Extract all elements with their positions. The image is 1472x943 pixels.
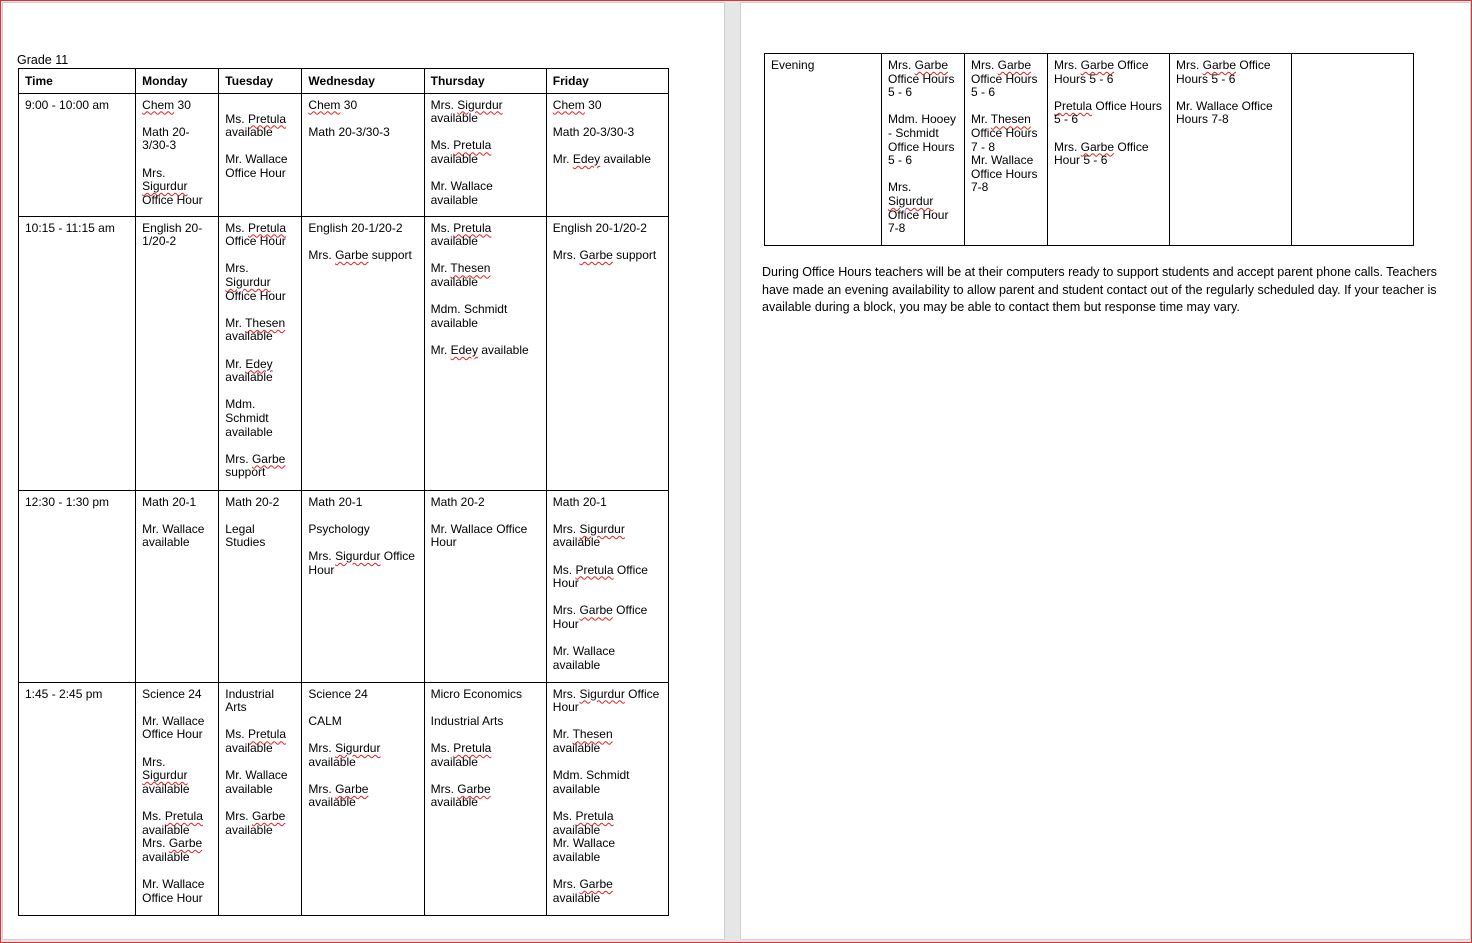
spellcheck-flag: Sigurdur [142,768,188,783]
spellcheck-flag: Garbe [251,808,286,823]
spellcheck-flag: Chem [142,97,175,112]
schedule-entry: Mrs. Sigurdur available [430,97,503,126]
schedule-entry: Math 20-3/30-3 [308,124,390,139]
spellcheck-flag: Garbe [168,836,203,851]
grade-heading: Grade 11 [17,53,69,67]
evening-cell-thursday [1170,54,1292,246]
time-slot: 1:45 - 2:45 pm [19,682,136,915]
schedule-entry: Mr. Wallace available [552,644,616,672]
evening-cell-tuesday [965,54,1048,246]
cell-tuesday [219,93,302,216]
schedule-entry: Micro Economics [430,686,522,701]
schedule-entry: Mr. Thesen Office Hours 7 - 8 [971,112,1038,154]
header-time: Time [19,69,136,94]
schedule-entry: English 20-1/20-2 [308,220,403,235]
schedule-header-row [19,69,669,94]
spellcheck-flag: Pretula [247,727,287,742]
spellcheck-flag: Pretula [247,111,287,126]
schedule-entry: Ms. Pretula available [225,111,287,140]
time-slot: 12:30 - 1:30 pm [19,490,136,682]
header-tuesday: Tuesday [219,69,302,94]
spellcheck-flag: Thesen [245,315,286,330]
schedule-entry: Mrs. Sigurdur available [552,521,625,550]
schedule-entry: Mrs. Garbe Office Hour 5 - 6 [1054,139,1149,168]
header-monday: Monday [136,69,219,94]
schedule-row [19,93,669,216]
spellcheck-flag: Garbe [335,781,369,796]
schedule-entry: Industrial Arts [430,713,504,728]
evening-row [765,54,1414,246]
schedule-entry: Math 20-1 [142,494,197,509]
spellcheck-flag: Edey [450,342,478,357]
schedule-entry: Ms. Pretula Office Hour [552,562,648,591]
cell-tuesday [219,216,302,490]
schedule-entry: Mrs. Garbe support [308,247,412,262]
schedule-entry: Chem 30 [142,97,191,112]
schedule-entry: Math 20-1 [308,494,363,509]
cell-monday [136,216,219,490]
schedule-entry: Mrs. Sigurdur Office Hour 7-8 [888,180,949,236]
schedule-entry: Mrs. Sigurdur Office Hour [308,548,415,577]
cell-monday [136,93,219,216]
schedule-entry: Ms. Pretula available [430,740,492,769]
schedule-entry: Mrs. Sigurdur Office Hour [552,686,660,715]
schedule-entry: CALM [308,713,342,728]
spellcheck-flag: Garbe [1080,139,1115,154]
schedule-entry: Science 24 [142,686,202,701]
cell-monday [136,490,219,682]
schedule-entry: Mr. Edey available [225,356,273,385]
schedule-entry: Mr. Edey available [552,151,651,166]
time-slot: 9:00 - 10:00 am [19,93,136,216]
schedule-entry: Mrs. Garbe support [552,247,657,262]
cell-wednesday [302,93,424,216]
spellcheck-flag: Sigurdur [225,274,271,289]
cell-tuesday [219,682,302,915]
spellcheck-flag: Garbe [1202,58,1237,72]
schedule-entry: Math 20-3/30-3 [552,124,635,139]
header-friday: Friday [546,69,668,94]
schedule-entry: Math 20-1 [552,494,607,509]
schedule-entry: Mr. Wallace Office Hours 7-8 [1176,98,1273,127]
schedule-row [19,490,669,682]
cell-wednesday [302,490,424,682]
schedule-entry: Ms. Pretula available [225,727,287,755]
schedule-entry: Science 24 [308,686,368,701]
spellcheck-flag: Pretula [1054,98,1093,113]
schedule-entry: Ms. Pretula available [552,808,614,837]
schedule-entry: Math 20-3/30-3 [142,124,190,153]
schedule-entry: Mrs. Garbe Office Hours 5 - 6 [1054,58,1149,86]
schedule-entry: Mrs. Garbe available [552,876,613,905]
schedule-entry: Chem 30 [552,97,602,112]
schedule-entry: Ms. Pretula available [142,808,203,837]
schedule-entry: Mdm. Schmidt available [225,397,273,439]
spellcheck-flag: Thesen [572,727,613,742]
schedule-entry: Mrs. Garbe Office Hours 5 - 6 [971,58,1038,100]
cell-friday [546,216,668,490]
evening-cell-wednesday [1048,54,1170,246]
spellcheck-flag: Garbe [914,58,949,72]
spellcheck-flag: Sigurdur [579,521,625,536]
schedule-entry: Mr. Wallace Office Hours 7-8 [971,153,1038,195]
spellcheck-flag: Pretula [453,740,492,755]
evening-label: Evening [765,54,882,246]
schedule-entry: Mdm. Schmidt available [552,768,630,796]
schedule-entry: Mrs. Garbe support [225,451,286,480]
schedule-entry: Math 20-2 [225,494,280,509]
spellcheck-flag: Pretula [575,808,614,823]
spellcheck-flag: Garbe [1080,58,1115,72]
spellcheck-flag: Pretula [164,808,203,823]
spellcheck-flag: Thesen [450,261,491,276]
schedule-entry: Mrs. Garbe Office Hours 5 - 6 [1176,58,1271,86]
schedule-entry: Ms. Pretula Office Hour [225,220,287,249]
schedule-entry: Mr. Thesen available [225,315,286,344]
schedule-entry: Ms. Pretula available [430,220,492,249]
document-page-left [2,2,725,940]
schedule-entry: Mr. Wallace available [225,768,288,796]
schedule-entry: Mrs. Sigurdur available [308,740,381,769]
cell-friday [546,490,668,682]
schedule-entry: English 20-1/20-2 [142,220,203,249]
spellcheck-flag: Chem [308,97,341,112]
schedule-entry: Ms. Pretula available [430,138,492,166]
schedule-entry: Mrs. Garbe Office Hour [552,603,648,631]
schedule-entry: Legal Studies [225,521,266,550]
cell-friday [546,682,668,915]
schedule-entry: Mr. Wallace Office Hour [142,876,205,905]
spellcheck-flag: Sigurdur [457,97,503,112]
schedule-entry: Mdm. Schmidt available [430,302,508,330]
schedule-entry: Mrs. Sigurdur available [142,754,190,796]
schedule-entry: Mrs. Sigurdur Office Hour [142,165,203,207]
spellcheck-flag: Sigurdur [888,193,934,208]
cell-thursday [424,682,546,915]
schedule-entry: Mrs. Garbe available [142,836,203,864]
cell-monday [136,682,219,915]
schedule-entry: Math 20-2 [430,494,485,509]
cell-friday [546,93,668,216]
evening-cell-monday [882,54,965,246]
spellcheck-flag: Pretula [453,138,492,153]
schedule-entry: Mrs. Garbe Office Hours 5 - 6 [888,58,955,100]
spellcheck-flag: Sigurdur [335,548,381,563]
schedule-entry: Mr. Wallace available [552,836,616,864]
schedule-row [19,682,669,915]
schedule-entry: Mrs. Garbe available [225,808,286,837]
schedule-row [19,216,669,490]
schedule-entry: Mr. Wallace available [430,179,493,207]
schedule-entry: Mr. Thesen available [430,261,491,289]
spellcheck-flag: Garbe [579,247,613,262]
spellcheck-flag: Garbe [579,603,613,618]
spellcheck-flag: Garbe [579,876,613,891]
spellcheck-flag: Edey [572,151,601,166]
cell-thursday [424,216,546,490]
spellcheck-flag: Pretula [453,220,492,235]
spellcheck-flag: Sigurdur [335,740,381,755]
schedule-entry: Mrs. Sigurdur Office Hour [225,261,286,303]
schedule-entry: Mdm. Hooey - Schmidt Office Hours 5 - 6 [888,112,957,168]
cell-tuesday [219,490,302,682]
schedule-entry: Mr. Wallace available [142,521,205,550]
schedule-entry: Mr. Thesen available [552,727,613,755]
schedule-entry: Chem 30 [308,97,358,112]
cell-thursday [424,93,546,216]
cell-wednesday [302,216,424,490]
spellcheck-flag: Garbe [457,781,491,796]
spellcheck-flag: Garbe [997,58,1032,72]
spellcheck-flag: Sigurdur [142,179,188,194]
schedule-entry: Mr. Edey available [430,342,529,357]
spellcheck-flag: Pretula [247,220,287,235]
header-thursday: Thursday [424,69,546,94]
schedule-entry: Psychology [308,521,370,536]
schedule-entry: Mrs. Garbe available [430,781,491,810]
evening-table [764,53,1414,246]
schedule-entry: Industrial Arts [225,686,274,715]
evening-cell-friday [1292,54,1414,246]
cell-thursday [424,490,546,682]
spellcheck-flag: Chem [552,97,585,112]
spellcheck-flag: Pretula [575,562,614,577]
spellcheck-flag: Garbe [251,451,286,466]
schedule-entry: Pretula Office Hours 5 - 6 [1054,98,1162,127]
spellcheck-flag: Thesen [990,112,1031,127]
schedule-entry: Mr. Wallace Office Hour [430,521,528,550]
schedule-entry: Mrs. Garbe available [308,781,369,810]
schedule-entry: Mr. Wallace Office Hour [225,152,288,180]
cell-wednesday [302,682,424,915]
time-slot: 10:15 - 11:15 am [19,216,136,490]
spellcheck-flag: Sigurdur [579,686,625,701]
header-wednesday: Wednesday [302,69,424,94]
spellcheck-flag: Garbe [335,247,369,262]
schedule-entry: Mr. Wallace Office Hour [142,713,205,742]
office-hours-note: During Office Hours teachers will be at their computers ready to support students and accept parent phone calls. Teachers have made an evening availability to allow parent and student contact out of the regularly scheduled day. If your teacher is available during a block, you may be able to contact them but response time may vary. [762,265,1437,314]
schedule-table [18,68,669,916]
document-page-right [740,2,1471,940]
spellcheck-flag: Edey [245,356,273,371]
schedule-entry: English 20-1/20-2 [552,220,647,235]
